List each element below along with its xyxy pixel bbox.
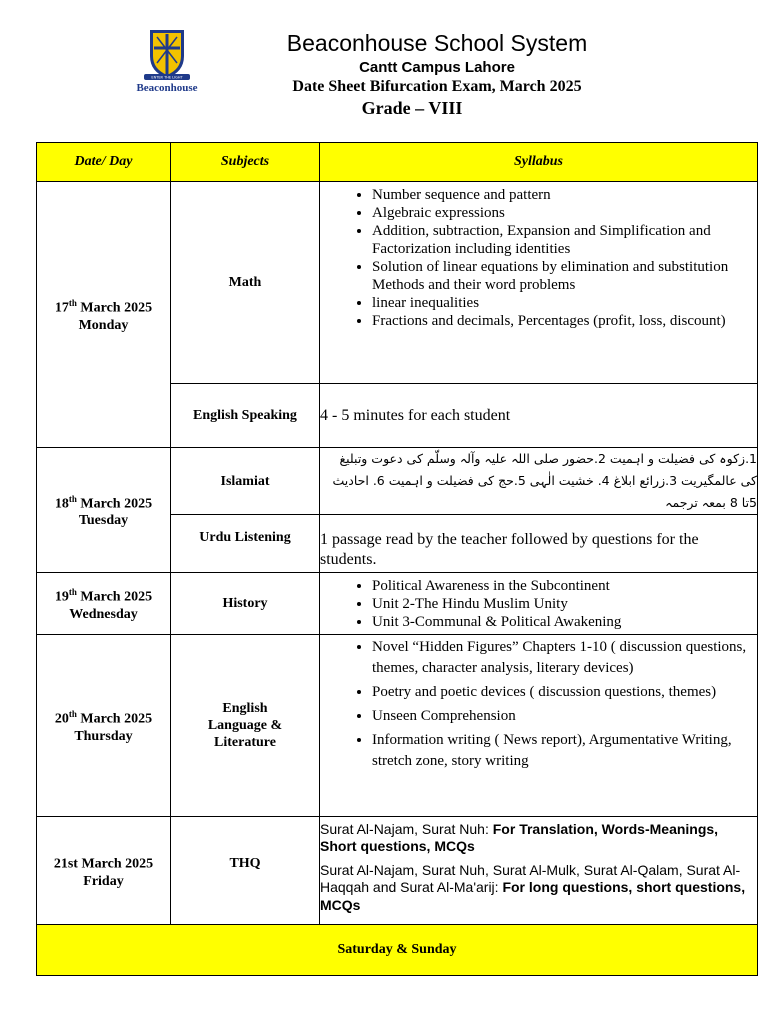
table-header-row [37, 143, 758, 182]
subject-english-speaking: English Speaking [171, 384, 320, 448]
school-logo [122, 28, 212, 96]
datesheet-table [36, 142, 758, 976]
subject-english-language: English Language & Literature [171, 635, 320, 817]
list-item: • Political Awareness in the Subcontinent [372, 577, 749, 595]
header-subjects: Subjects [171, 143, 320, 182]
svg-text:ENTER THE LIGHT: ENTER THE LIGHT [151, 75, 183, 80]
list-item: • Unit 2-The Hindu Muslim Unity [372, 595, 749, 613]
table-row [37, 573, 758, 635]
subject-math: Math [171, 182, 320, 384]
datesheet-title: Date Sheet Bifurcation Exam, March 2025 [292, 78, 582, 95]
date-cell: 21st March 2025 Friday [37, 817, 171, 925]
school-name: Beaconhouse School System [286, 30, 588, 56]
syllabus-urdu-listening: 1 passage read by the teacher followed by questions for the students. [320, 515, 758, 573]
list-item: • Poetry and poetic devices ( discussion questions, themes) [372, 682, 749, 703]
subject-islamiat: Islamiat [171, 448, 320, 515]
table-row [37, 448, 758, 515]
thq-paragraph-1: Surat Al-Najam, Surat Nuh: For Translation, Words-Meanings, Short questions, MCQs [320, 820, 719, 855]
table-row [37, 635, 758, 817]
syllabus-history [320, 573, 758, 635]
date-cell: 19th March 2025 Wednesday [37, 573, 171, 635]
list-item: • Unseen Comprehension [372, 706, 749, 727]
subject-history: History [171, 573, 320, 635]
date-cell: 17th March 2025 Monday [37, 182, 171, 448]
syllabus-math [320, 182, 758, 384]
syllabus-english [320, 635, 758, 817]
list-item: • Number sequence and pattern [372, 186, 749, 204]
syllabus-english-speaking: 4 - 5 minutes for each student [320, 384, 758, 448]
thq-paragraph-2: Surat Al-Najam, Surat Nuh, Surat Al-Mulk, Surat Al-Qalam, Surat Al-Haqqah and Surat Al-Ma'arij: For long questions, short questions, MCQs [320, 861, 746, 913]
grade-label: Grade – VIII [361, 98, 463, 118]
list-item: • Fractions and decimals, Percentages (profit, loss, discount) [372, 312, 749, 330]
list-item: • Information writing ( News report), Argumentative Writing, stretch zone, story writing [372, 730, 749, 772]
svg-text:Beaconhouse: Beaconhouse [136, 82, 198, 94]
beaconhouse-crest-icon [122, 28, 212, 96]
date-cell: 18th March 2025 Tuesday [37, 448, 171, 573]
campus-name: Cantt Campus Lahore [359, 59, 515, 76]
header-syllabus: Syllabus [320, 143, 758, 182]
table-row [37, 817, 758, 925]
date-cell: 20th March 2025 Thursday [37, 635, 171, 817]
list-item: • Unit 3-Communal & Political Awakening [372, 613, 749, 631]
header-date: Date/ Day [37, 143, 171, 182]
syllabus-islamiat: 1.زکوہ کی فضیلت و اہمیت 2.حضور صلی اللہ علیہ وآلہ وسلّم کی دعوت وتبلیغ کی عالمگیریت 3.زرائع ابلاغ 4. خشیت الٰہی 5.حج کی فضیلت و اہمیت 6. احادیث 5تا 8 بمعہ ترجمہ [320, 448, 758, 515]
weekend-row [37, 925, 758, 976]
list-item: • Addition, subtraction, Expansion and Simplification and Factorization including identities [372, 222, 749, 258]
list-item: • Solution of linear equations by elimination and substitution Methods and their word problems [372, 258, 749, 294]
list-item: • linear inequalities [372, 294, 749, 312]
list-item: • Novel “Hidden Figures” Chapters 1-10 ( discussion questions, themes, character analysis, literary devices) [372, 637, 749, 679]
syllabus-thq [320, 817, 758, 925]
weekend-label: Saturday & Sunday [37, 925, 758, 976]
table-row [37, 182, 758, 384]
subject-thq: THQ [171, 817, 320, 925]
subject-urdu-listening: Urdu Listening [171, 515, 320, 573]
list-item: • Algebraic expressions [372, 204, 749, 222]
